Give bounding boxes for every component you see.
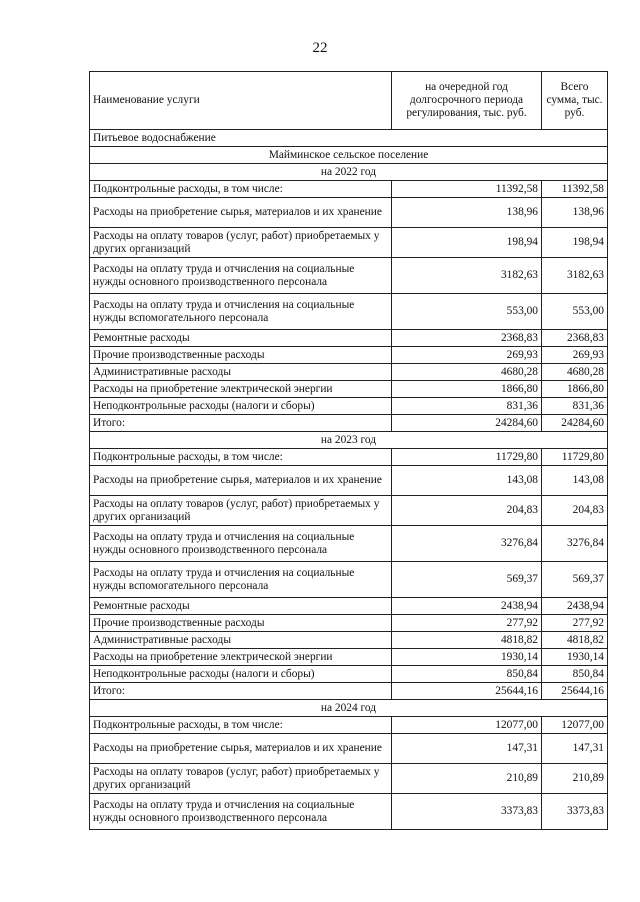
expense-total-value: 277,92 [542,615,608,632]
settlement-row [90,147,608,164]
expense-name: Подконтрольные расходы, в том числе: [90,181,392,198]
expense-period-value: 831,36 [392,398,542,415]
header-period-amount: на очередной год долгосрочного периода регулирования, тыс. руб. [392,72,542,130]
expense-total-value: 143,08 [542,466,608,496]
table-row [90,632,608,649]
table-row [90,717,608,734]
year-row [90,700,608,717]
expense-total-value: 2368,83 [542,330,608,347]
table-row [90,666,608,683]
expense-period-value: 569,37 [392,562,542,598]
expense-name: Расходы на оплату труда и отчисления на социальные нужды основного производственного персонала [90,794,392,830]
page-number: 22 [312,40,328,56]
expense-name: Ремонтные расходы [90,598,392,615]
table-row [90,764,608,794]
settlement-name: Майминское сельское поселение [90,147,608,164]
table-row [90,496,608,526]
expense-period-value: 4680,28 [392,364,542,381]
expense-name: Расходы на оплату труда и отчисления на социальные нужды основного производственного персонала [90,526,392,562]
table-row [90,415,608,432]
expense-name: Прочие производственные расходы [90,347,392,364]
expense-name: Административные расходы [90,364,392,381]
expense-period-value: 3373,83 [392,794,542,830]
expense-total-value: 553,00 [542,294,608,330]
expense-total-value: 204,83 [542,496,608,526]
year-label: на 2023 год [90,432,608,449]
expense-period-value: 143,08 [392,466,542,496]
expenses-table-body [90,72,608,830]
expense-total-value: 269,93 [542,347,608,364]
table-row [90,258,608,294]
table-row [90,598,608,615]
expense-total-value: 4818,82 [542,632,608,649]
expense-total-value: 2438,94 [542,598,608,615]
table-row [90,381,608,398]
expense-name: Расходы на приобретение сырья, материалов и их хранение [90,734,392,764]
expense-name: Прочие производственные расходы [90,615,392,632]
expense-name: Подконтрольные расходы, в том числе: [90,717,392,734]
year-row [90,432,608,449]
table-row [90,398,608,415]
expense-name: Расходы на приобретение сырья, материалов и их хранение [90,198,392,228]
expense-total-value: 850,84 [542,666,608,683]
expense-name: Расходы на оплату товаров (услуг, работ) приобретаемых у других организаций [90,228,392,258]
expense-period-value: 24284,60 [392,415,542,432]
expense-total-value: 11729,80 [542,449,608,466]
table-row [90,294,608,330]
expense-name: Расходы на оплату труда и отчисления на социальные нужды основного производственного персонала [90,258,392,294]
expense-total-value: 4680,28 [542,364,608,381]
table-row [90,649,608,666]
expense-period-value: 198,94 [392,228,542,258]
expense-total-value: 831,36 [542,398,608,415]
table-row [90,449,608,466]
expense-period-value: 11729,80 [392,449,542,466]
expense-period-value: 277,92 [392,615,542,632]
expense-total-value: 24284,60 [542,415,608,432]
expense-name: Расходы на оплату товаров (услуг, работ) приобретаемых у других организаций [90,496,392,526]
table-row [90,683,608,700]
year-label: на 2022 год [90,164,608,181]
expense-name: Неподконтрольные расходы (налоги и сборы) [90,398,392,415]
expense-period-value: 210,89 [392,764,542,794]
expense-total-value: 198,94 [542,228,608,258]
expense-period-value: 204,83 [392,496,542,526]
expense-period-value: 3276,84 [392,526,542,562]
expense-period-value: 2368,83 [392,330,542,347]
expense-period-value: 3182,63 [392,258,542,294]
service-name: Питьевое водоснабжение [90,130,608,147]
header-service-name: Наименование услуги [90,72,392,130]
expense-total-value: 3276,84 [542,526,608,562]
service-row [90,130,608,147]
table-row [90,228,608,258]
expense-period-value: 12077,00 [392,717,542,734]
expense-total-value: 25644,16 [542,683,608,700]
expense-period-value: 269,93 [392,347,542,364]
expense-total-value: 3182,63 [542,258,608,294]
expense-total-value: 1930,14 [542,649,608,666]
expense-period-value: 25644,16 [392,683,542,700]
expense-name: Итого: [90,415,392,432]
expense-period-value: 2438,94 [392,598,542,615]
year-label: на 2024 год [90,700,608,717]
expense-name: Ремонтные расходы [90,330,392,347]
expense-total-value: 3373,83 [542,794,608,830]
table-row [90,615,608,632]
expense-total-value: 569,37 [542,562,608,598]
expense-name: Административные расходы [90,632,392,649]
expense-period-value: 4818,82 [392,632,542,649]
table-row [90,198,608,228]
expense-period-value: 1866,80 [392,381,542,398]
table-row [90,526,608,562]
table-header-row [90,72,608,130]
expense-period-value: 11392,58 [392,181,542,198]
expense-period-value: 138,96 [392,198,542,228]
table-row [90,330,608,347]
expense-name: Расходы на приобретение сырья, материалов и их хранение [90,466,392,496]
table-row [90,734,608,764]
table-row [90,466,608,496]
expense-period-value: 553,00 [392,294,542,330]
table-row [90,347,608,364]
expense-total-value: 210,89 [542,764,608,794]
expense-name: Расходы на приобретение электрической энергии [90,649,392,666]
expenses-table [89,71,608,830]
table-row [90,364,608,381]
table-row [90,794,608,830]
expense-period-value: 850,84 [392,666,542,683]
expense-total-value: 138,96 [542,198,608,228]
expense-period-value: 147,31 [392,734,542,764]
expense-name: Расходы на оплату труда и отчисления на социальные нужды вспомогательного персонала [90,294,392,330]
expense-name: Подконтрольные расходы, в том числе: [90,449,392,466]
expense-name: Расходы на приобретение электрической энергии [90,381,392,398]
expense-name: Расходы на оплату труда и отчисления на социальные нужды вспомогательного персонала [90,562,392,598]
expense-total-value: 11392,58 [542,181,608,198]
expense-name: Неподконтрольные расходы (налоги и сборы) [90,666,392,683]
table-row [90,562,608,598]
expense-name: Расходы на оплату товаров (услуг, работ) приобретаемых у других организаций [90,764,392,794]
year-row [90,164,608,181]
table-row [90,181,608,198]
expense-name: Итого: [90,683,392,700]
expense-total-value: 1866,80 [542,381,608,398]
header-total-amount: Всего сумма, тыс. руб. [542,72,608,130]
expense-period-value: 1930,14 [392,649,542,666]
expense-total-value: 12077,00 [542,717,608,734]
expense-total-value: 147,31 [542,734,608,764]
